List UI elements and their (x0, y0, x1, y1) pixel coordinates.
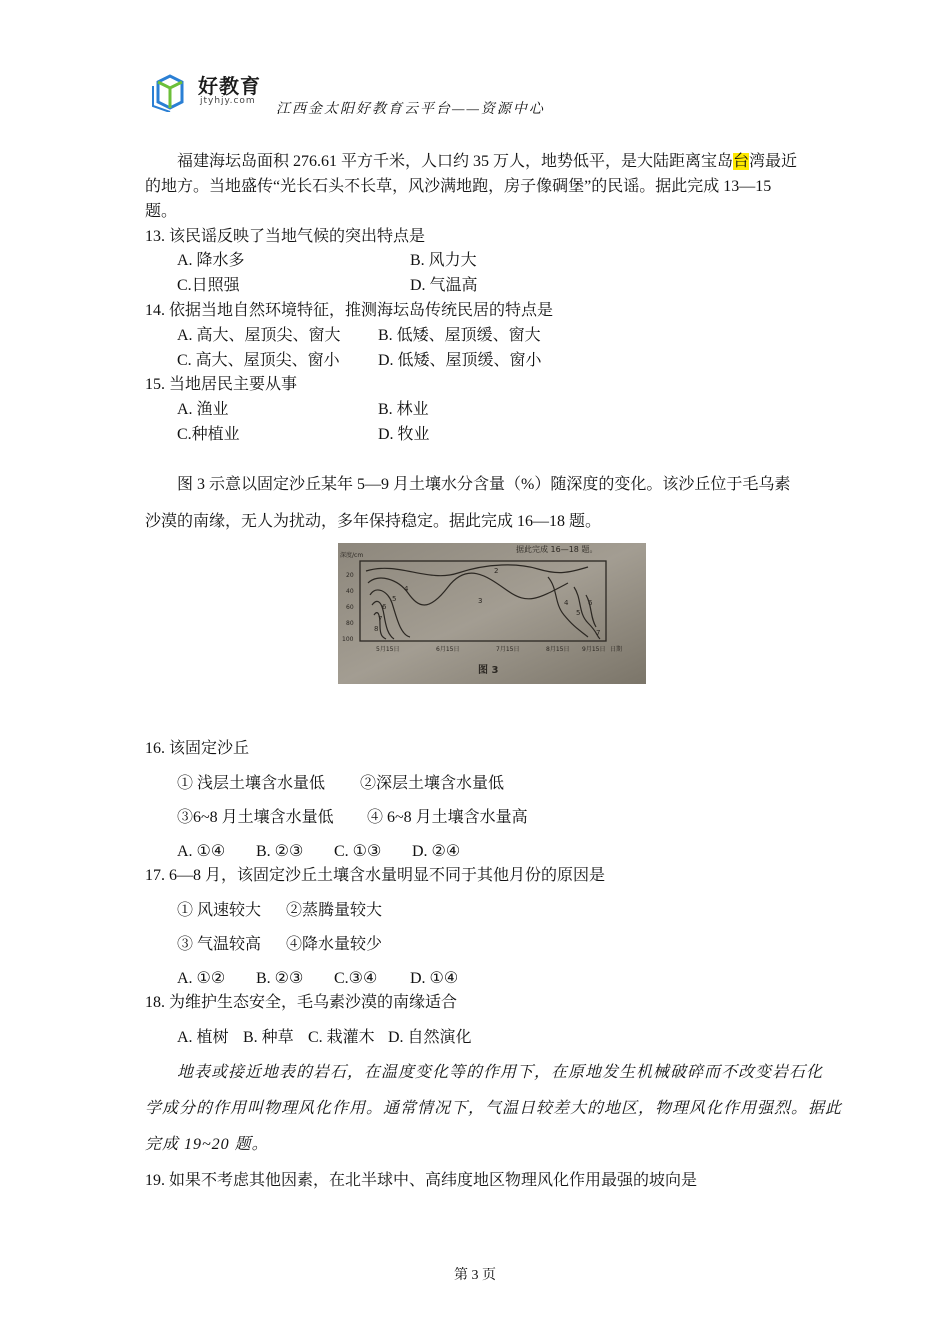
q16-statement-3: ③6~8 月土壤含水量低 (177, 809, 334, 826)
q16-statement-4: ④ 6~8 月土壤含水量高 (367, 809, 528, 826)
x-tick: 7月15日 (496, 646, 520, 653)
q14-option-c: C. 高大、屋顶尖、窗小 (177, 352, 340, 369)
passage3-line1: 地表或接近地表的岩石，在温度变化等的作用下，在原地发生机械破碎而不改变岩石化 (177, 1064, 824, 1081)
q15-option-a: A. 渔业 (177, 401, 229, 418)
q14-option-b: B. 低矮、屋顶缓、窗大 (378, 327, 541, 344)
contour-label: 7 (378, 615, 383, 623)
q17-option-c: C.③④ (334, 970, 378, 987)
q13-stem: 13. 该民谣反映了当地气候的突出特点是 (145, 228, 426, 245)
y-tick: 20 (346, 572, 354, 579)
q15-option-b: B. 林业 (378, 401, 429, 418)
q18-option-d: D. 自然演化 (388, 1029, 472, 1046)
passage3-line2: 学成分的作用叫物理风化作用。通常情况下，气温日较差大的地区，物理风化作用强烈。据此 (145, 1100, 843, 1117)
q13-option-a: A. 降水多 (177, 252, 245, 269)
q13-option-c: C.日照强 (177, 277, 240, 294)
q17-statement-4: ④降水量较少 (286, 936, 383, 953)
logo-url: jtyhjy.com (200, 96, 256, 106)
x-tick: 9月15日 (582, 646, 606, 653)
q15-stem: 15. 当地居民主要从事 (145, 376, 298, 393)
passage2-line2: 沙漠的南缘，无人为扰动，多年保持稳定。据此完成 16—18 题。 (145, 513, 602, 530)
q16-option-c: C. ①③ (334, 843, 382, 860)
q18-stem: 18. 为维护生态安全，毛乌素沙漠的南缘适合 (145, 994, 458, 1011)
q13-option-b: B. 风力大 (410, 252, 477, 269)
q17-option-d: D. ①④ (410, 970, 459, 987)
y-tick: 80 (346, 620, 354, 627)
figure-3-photo (338, 543, 646, 684)
q13-option-d: D. 气温高 (410, 277, 478, 294)
q16-option-d: D. ②④ (412, 843, 461, 860)
x-tick: 5月15日 (376, 646, 400, 653)
q17-stem: 17. 6—8 月，该固定沙丘土壤含水量明显不同于其他月份的原因是 (145, 867, 606, 884)
contour-label: 2 (494, 567, 499, 575)
q15-option-d: D. 牧业 (378, 426, 430, 443)
q16-option-b: B. ②③ (256, 843, 304, 860)
q14-option-a: A. 高大、屋顶尖、窗大 (177, 327, 341, 344)
x-tick: 6月15日 (436, 646, 460, 653)
x-axis-label: 日期 (610, 646, 623, 653)
q16-option-a: A. ①④ (177, 843, 226, 860)
y-tick: 40 (346, 588, 354, 595)
q16-statement-1: ① 浅层土壤含水量低 (177, 775, 326, 792)
contour-label: 5 (576, 609, 581, 617)
logo-cube-icon (150, 72, 190, 112)
logo-name: 好教育 (198, 74, 261, 98)
contour-label: 6 (382, 603, 387, 611)
q17-statement-3: ③ 气温较高 (177, 936, 262, 953)
contour-label: 4 (564, 599, 569, 607)
passage3-line3: 完成 19~20 题。 (145, 1136, 269, 1153)
y-tick: 60 (346, 604, 354, 611)
contour-label: 3 (478, 597, 483, 605)
x-tick: 8月15日 (546, 646, 570, 653)
figure-y-label: 深度/cm (340, 552, 364, 559)
q18-option-a: A. 植树 (177, 1029, 229, 1046)
q17-statement-1: ① 风速较大 (177, 902, 262, 919)
q14-stem: 14. 依据当地自然环境特征，推测海坛岛传统民居的特点是 (145, 302, 554, 319)
q18-option-c: C. 栽灌木 (308, 1029, 375, 1046)
q16-stem: 16. 该固定沙丘 (145, 740, 250, 757)
passage1-line1: 福建海坛岛面积 276.61 平方千米，人口约 35 万人，地势低平，是大陆距离宝岛台湾最近 (177, 153, 798, 170)
header-slogan: 江西金太阳好教育云平台——资源中心 (276, 102, 545, 117)
passage1-line3: 题。 (145, 203, 178, 220)
q17-statement-2: ②蒸腾量较大 (286, 902, 383, 919)
highlighted-char: 台 (733, 153, 750, 170)
passage1-line2: 的地方。当地盛传“光长石头不长草，风沙满地跑，房子像碉堡”的民谣。据此完成 13—15 (145, 178, 772, 195)
q18-option-b: B. 种草 (243, 1029, 294, 1046)
contour-label: 8 (374, 625, 379, 633)
y-tick: 100 (342, 636, 354, 643)
contour-label: 7 (596, 629, 601, 637)
contour-label: 6 (588, 599, 593, 607)
figure-caption: 图 3 (478, 665, 499, 676)
q16-statement-2: ②深层土壤含水量低 (360, 775, 505, 792)
figure-top-text: 据此完成 16—18 题。 (516, 545, 598, 554)
q14-option-d: D. 低矮、屋顶缓、窗小 (378, 352, 542, 369)
contour-label: 5 (392, 595, 397, 603)
q15-option-c: C.种植业 (177, 426, 240, 443)
q19-stem: 19. 如果不考虑其他因素，在北半球中、高纬度地区物理风化作用最强的坡向是 (145, 1172, 698, 1189)
contour-label: 4 (404, 585, 409, 593)
q17-option-b: B. ②③ (256, 970, 304, 987)
q17-option-a: A. ①② (177, 970, 226, 987)
passage2-line1: 图 3 示意以固定沙丘某年 5—9 月土壤水分含量（%）随深度的变化。该沙丘位于毛乌素 (177, 476, 791, 493)
page-number: 第 3 页 (454, 1268, 496, 1283)
